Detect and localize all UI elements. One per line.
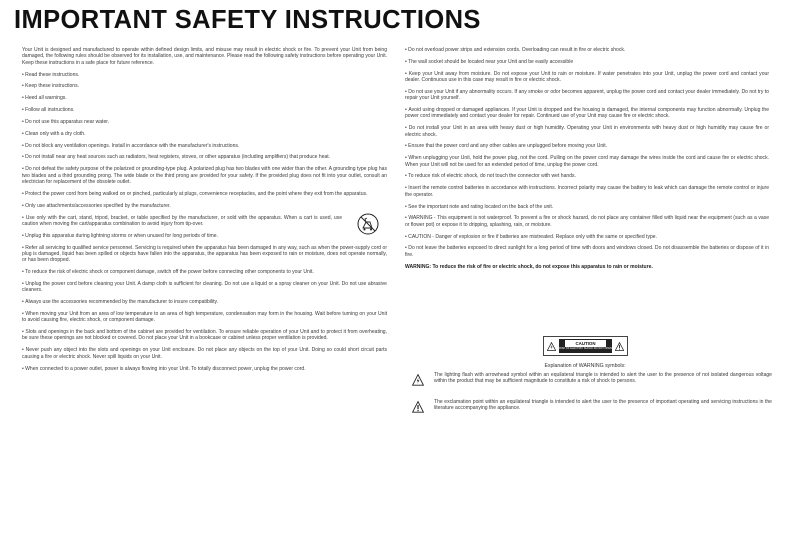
caution-word: CAUTION	[565, 340, 606, 347]
right-column	[405, 47, 769, 270]
instruction-item: • When connected to a power outlet, power is always flowing into your Unit. To totally disconnect power, unplug the power cord.	[22, 366, 387, 372]
caution-subtext: RISK OF ELECTRIC SHOCK DO NOT OPEN	[559, 347, 612, 350]
left-list-1	[22, 47, 387, 209]
instruction-item: • Avoid using dropped or damaged appliances. If your Unit is dropped and the housing is damaged, the internal components may function abnormally. Unplug the power cord immediately and contact your dealer for repair. Continued use of your Unit may cause fire or electric shock.	[405, 107, 769, 120]
caution-label	[543, 336, 628, 356]
instruction-item: • Only use attachments/accessories specified by the manufacturer.	[22, 203, 387, 209]
instruction-item: • When unplugging your Unit, hold the power plug, not the cord. Pulling on the power cord may damage the wires inside the cord and cause fire or electric shock. When your Unit will not be used for an extended period of time, unplug the power cord.	[405, 155, 769, 168]
instruction-item: • Ensure that the power cord and any other cables are unplugged before moving your Unit.	[405, 143, 769, 149]
instruction-item: • Do not overload power strips and extension cords. Overloading can result in fire or electric shock.	[405, 47, 769, 53]
instruction-item: • Always use the accessories recommended by the manufacturer to insure compatibility.	[22, 299, 387, 305]
instruction-item: • Do not use your Unit if any abnormality occurs. If any smoke or odor becomes apparent, unplug the power cord and contact your dealer immediately. Do not try to repair your Unit yourself.	[405, 89, 769, 102]
exclamation-triangle-icon	[412, 401, 424, 413]
instruction-item: Your Unit is designed and manufactured to operate within defined design limits, and misuse may result in electric shock or fire. To prevent your Unit from being damaged, the following rules should be observed for its installation, use, and maintenance. Please read the following safety instructions before operating your Unit. Keep these instructions in a safe place for future reference.	[22, 47, 387, 66]
instruction-item: • To reduce the risk of electric shock or component damage, switch off the power before connecting other components to your Unit.	[22, 269, 387, 275]
instruction-item: • Refer all servicing to qualified service personnel. Servicing is required when the apparatus has been damaged in any way, such as when the power-supply cord or plug is damaged, liquid has been spilled or objects have fallen into the apparatus, the apparatus has been exposed to rain or moisture, does not operate normally, or has been dropped.	[22, 245, 387, 264]
instruction-item: • Clean only with a dry cloth.	[22, 131, 387, 137]
instruction-item: • Keep your Unit away from moisture. Do not expose your Unit to rain or moisture. If water penetrates into your Unit, unplug the power cord and contact your dealer. Continuous use in this case may result in fire or electric shock.	[405, 71, 769, 84]
instruction-item: • WARNING - This equipment is not waterproof. To prevent a fire or shock hazard, do not place any container filled with liquid near the equipment (such as a vase or flower pot) or expose it to dripping, splashing, rain, or moisture.	[405, 215, 769, 228]
instruction-item: • Follow all instructions.	[22, 107, 387, 113]
instruction-item: • Do not block any ventilation openings. Install in accordance with the manufacturer's instructions.	[22, 143, 387, 149]
instruction-item: • When moving your Unit from an area of low temperature to an area of high temperature, condensation may form in the housing. Wait before turning on your Unit to avoid causing fire, electric shock, or component damage.	[22, 311, 387, 324]
explanation-title: Explanation of WARNING symbols:	[544, 363, 626, 369]
instruction-item: • Do not install your Unit in an area with heavy dust or high humidity. Operating your Unit in environments with heavy dust or high humidity may cause fire or electric shock.	[405, 125, 769, 138]
instruction-item: • Insert the remote control batteries in accordance with instructions. Incorrect polarity may cause the battery to leak which can damage the remote control or injure the operator.	[405, 185, 769, 198]
left-list-2	[22, 233, 387, 372]
symbol-lightning-text: The lighting flash with arrowhead symbol within an equilateral triangle is intended to alert the user to the presence of not isolated dangerous voltage within the product that may be sufficient magnitude to constitute a risk of shock to persons.	[434, 372, 772, 385]
instruction-item: • Never push any object into the slots and openings on your Unit enclosure. Do not place any objects on the top of your Unit. Doing so could short circuit parts causing a fire or electric shock. Never spill liquids on your Unit.	[22, 347, 387, 360]
page-title: IMPORTANT SAFETY INSTRUCTIONS	[14, 6, 481, 34]
instruction-item: • To reduce risk of electric shock, do not touch the connector with wet hands.	[405, 173, 769, 179]
instruction-item: • Do not leave the batteries exposed to direct sunlight for a long period of time with doors and windows closed. Do not disassemble the batteries or dispose of it in fire.	[405, 245, 769, 258]
instruction-item: • See the important note and rating located on the back of the unit.	[405, 204, 769, 210]
left-column	[22, 47, 387, 377]
cart-instruction	[22, 215, 387, 228]
instruction-item: • Keep these instructions.	[22, 83, 387, 89]
caution-label-center	[559, 339, 612, 353]
symbol-exclamation-text: The exclamation point within an equilateral triangle is intended to alert the user to the presence of important operating and servicing instructions in the literature accompanying the appliance.	[434, 399, 772, 412]
instruction-item: • Do not use this apparatus near water.	[22, 119, 387, 125]
instruction-item: • Unplug the power cord before cleaning your Unit. A damp cloth is sufficient for cleaning. Do not use a liquid or a spray cleaner on your Unit. Do not use abrasive cleaners.	[22, 281, 387, 294]
lightning-triangle-icon	[412, 374, 424, 386]
instruction-item: • Read these instructions.	[22, 72, 387, 78]
instruction-item: • Do not defeat the safety purpose of the polarized or grounding-type plug. A polarized plug has two blades with one wider than the other. A grounding type plug has two blades and a third grounding prong. The wide blade or the third prong are provided for your safety. If the provided plug does not fit into your outlet, consult an electrician for replacement of the obsolete outlet.	[22, 166, 387, 185]
cart-tip-over-icon	[357, 213, 379, 235]
cart-instruction-text: • Use only with the cart, stand, tripod, bracket, or table specified by the manufacturer, or sold with the apparatus. When a cart is used, use caution when moving the cart/apparatus combination to avoid injury from tip-over.	[22, 215, 342, 228]
lightning-triangle-icon	[547, 342, 556, 351]
right-list	[405, 47, 769, 258]
instruction-item: • CAUTION - Danger of explosion or fire if batteries are mistreated. Replace only with the same or specified type.	[405, 234, 769, 240]
instruction-item: • Protect the power cord from being walked on or pinched, particularly at plugs, convenience receptacles, and the point where they exit from the apparatus.	[22, 191, 387, 197]
instruction-item: • Unplug this apparatus during lightning storms or when unused for long periods of time.	[22, 233, 387, 239]
instruction-item: • Do not install near any heat sources such as radiators, heat registers, stoves, or other apparatus (including amplifiers) that produce heat.	[22, 154, 387, 160]
exclamation-triangle-icon	[615, 342, 624, 351]
instruction-item: • The wall socket should be located near your Unit and be easily accessible	[405, 59, 769, 65]
warning-statement: WARNING: To reduce the risk of fire or electric shock, do not expose this apparatus to rain or moisture.	[405, 263, 653, 270]
instruction-item: • Heed all warnings.	[22, 95, 387, 101]
instruction-item: • Slots and openings in the back and bottom of the cabinet are provided for ventilation. To ensure reliable operation of your Unit and to protect it from overheating, be sure these openings are not blocked or covered. Do not place your Unit in a bookcase or cabinet unless proper ventilation is provided.	[22, 329, 387, 342]
